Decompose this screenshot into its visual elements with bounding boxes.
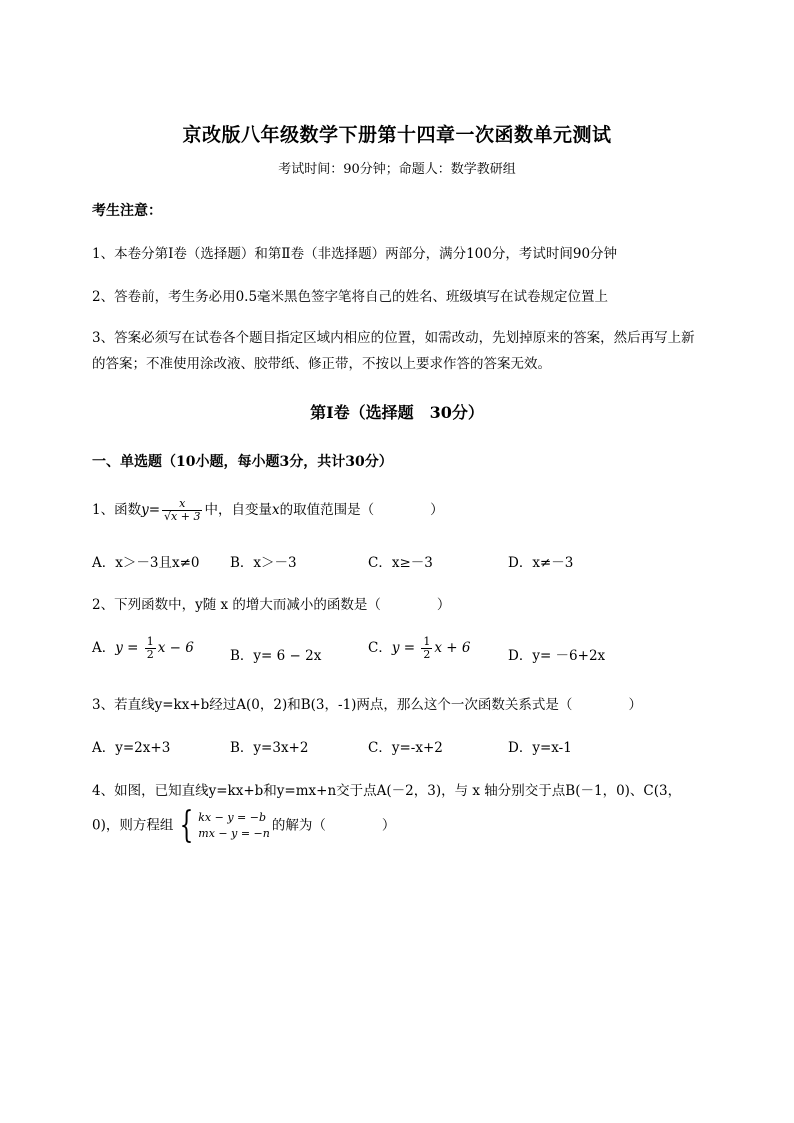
q2-c-pre: y = bbox=[391, 640, 420, 657]
q1-prefix: 1、函数 bbox=[92, 502, 142, 519]
q3-option-b[interactable]: B．y=3x+2 bbox=[230, 740, 309, 756]
q2-option-b[interactable]: B．y= 6 − 2x bbox=[230, 648, 322, 664]
q1-option-a[interactable]: A．x＞－3且x≠0 bbox=[92, 555, 200, 571]
q2-a-pre: y = bbox=[115, 640, 143, 657]
question-3 bbox=[92, 693, 642, 713]
q2-c-den: 2 bbox=[423, 648, 431, 662]
q2-a-den: 2 bbox=[146, 648, 154, 662]
exam-subtitle: 考试时间：90分钟；命题人：数学教研组 bbox=[278, 162, 516, 177]
question-2 bbox=[92, 593, 450, 613]
q3-stem: 3、若直线y=kx+b经过A(0，2)和B(3，-1)两点，那么这个一次函数关系式是（ bbox=[92, 697, 573, 713]
q1-option-d[interactable]: D．x≠－3 bbox=[508, 555, 574, 571]
exam-title: 京改版八年级数学下册第十四章一次函数单元测试 bbox=[182, 124, 612, 146]
note-item-3: 3、答案必须写在试卷各个题目指定区域内相应的位置，如需改动，先划掉原来的答案，然后再写上新 bbox=[92, 330, 695, 346]
question-4-line-2 bbox=[92, 805, 396, 846]
note-item-2: 2、答卷前，考生务必用0.5毫米黑色签字笔将自己的姓名、班级填写在试卷规定位置上 bbox=[92, 289, 609, 305]
q4-equation-system bbox=[175, 805, 270, 846]
section-title: 第I卷（选择题 30分） bbox=[310, 403, 484, 422]
q1-eq: = bbox=[148, 502, 161, 519]
q2-option-d[interactable]: D．y= －6+2x bbox=[508, 648, 606, 664]
q3-option-d[interactable]: D．y=x-1 bbox=[508, 740, 572, 756]
q3-close: ） bbox=[628, 697, 642, 713]
q1-fraction bbox=[162, 498, 202, 523]
q2-close: ） bbox=[436, 597, 451, 613]
q2-c-post: x + 6 bbox=[434, 640, 471, 657]
q2-a-num: 1 bbox=[146, 635, 154, 648]
q1-y: y bbox=[141, 502, 149, 519]
left-brace-icon: { bbox=[179, 805, 194, 846]
q4-close: ） bbox=[381, 817, 396, 834]
q2-a-label: A． bbox=[92, 640, 116, 657]
part-heading: 一、单选题（10小题，每小题3分，共计30分） bbox=[92, 454, 393, 470]
q1-frac-num: x bbox=[162, 498, 202, 511]
q2-option-c[interactable] bbox=[368, 636, 470, 661]
q2-stem: 2、下列函数中，y随 x 的增大而减小的函数是（ bbox=[92, 597, 381, 613]
q4-eq-1: kx − y = −b bbox=[198, 810, 267, 824]
q1-option-c[interactable]: C．x≥－3 bbox=[368, 555, 433, 571]
q4-prefix: 0)，则方程组 bbox=[92, 817, 174, 834]
note-item-3-cont: 的答案；不准使用涂改液、胶带纸、修正带，不按以上要求作答的答案无效。 bbox=[92, 356, 551, 372]
q1-suffix-b: 的取值范围是（ bbox=[279, 502, 375, 519]
q1-option-b[interactable]: B．x＞－3 bbox=[230, 555, 297, 571]
q1-x: x bbox=[271, 502, 280, 519]
question-4-line-1: 4、如图，已知直线y=kx+b和y=mx+n交于点A(－2，3)，与 x 轴分别交于点B(－1，0)、C(3， bbox=[92, 783, 682, 799]
note-item-1: 1、本卷分第I卷（选择题）和第Ⅱ卷（非选择题）两部分，满分100分，考试时间90分钟 bbox=[92, 246, 618, 262]
q2-a-post: x − 6 bbox=[157, 640, 194, 657]
q3-option-a[interactable]: A．y=2x+3 bbox=[92, 740, 171, 756]
q4-eq-2: mx − y = −n bbox=[198, 827, 270, 840]
q2-c-num: 1 bbox=[423, 635, 431, 648]
question-1 bbox=[92, 498, 444, 523]
q1-frac-den: √x + 3 bbox=[164, 510, 201, 524]
q3-option-c[interactable]: C．y=-x+2 bbox=[368, 740, 443, 756]
q2-a-fraction bbox=[145, 636, 156, 661]
q1-close: ） bbox=[430, 502, 444, 519]
q4-suffix: 的解为（ bbox=[271, 817, 326, 834]
q2-option-a[interactable] bbox=[92, 636, 194, 661]
q2-c-label: C． bbox=[368, 640, 392, 657]
notes-heading: 考生注意： bbox=[92, 203, 162, 219]
q2-c-fraction bbox=[421, 636, 432, 661]
q1-suffix-a: 中，自变量 bbox=[204, 502, 272, 519]
